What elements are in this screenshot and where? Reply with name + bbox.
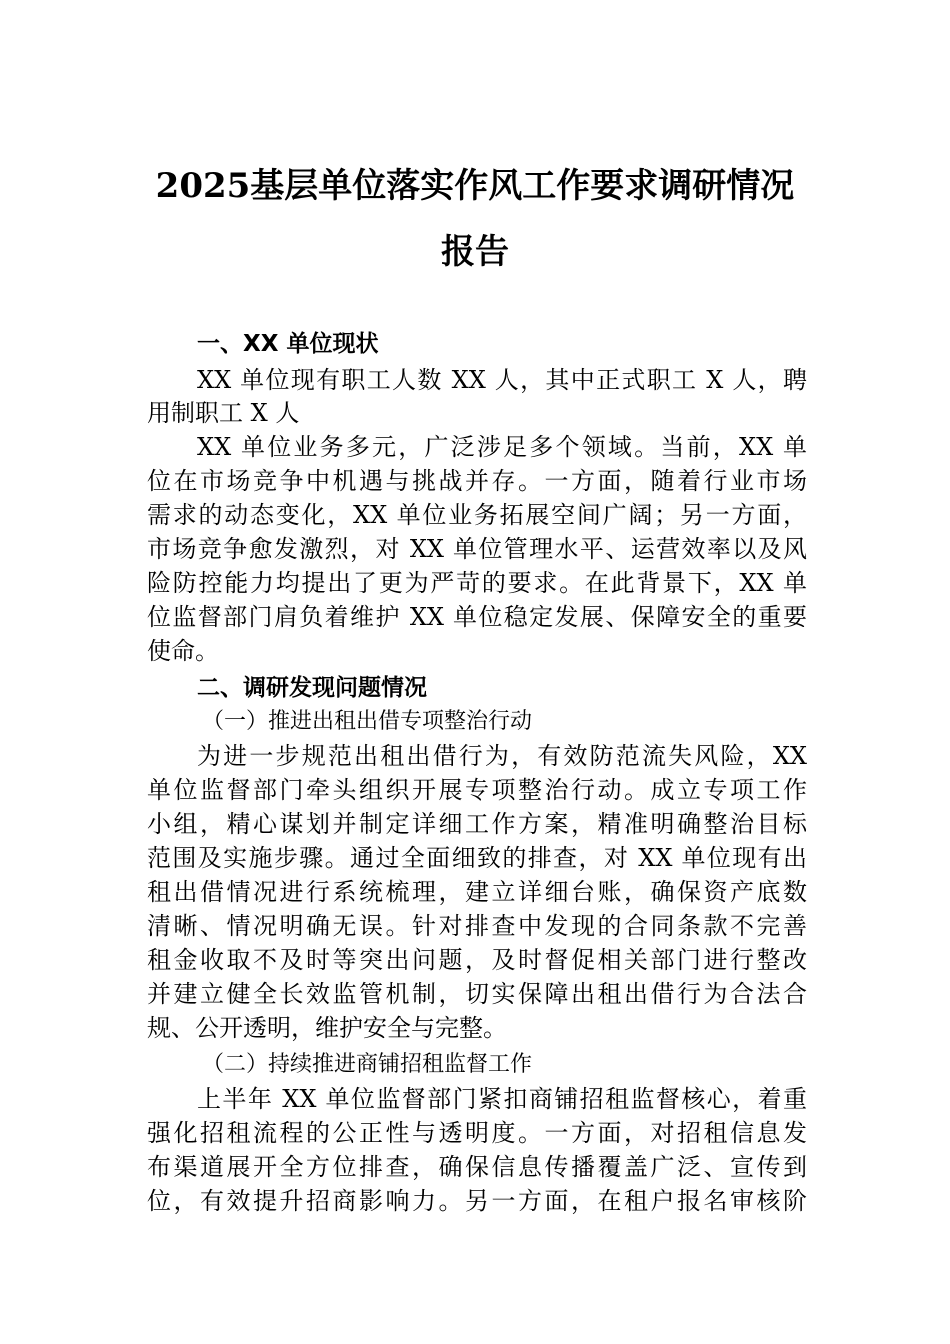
section-1-para-1-line: 用制职工 X 人 xyxy=(147,399,300,427)
subsection-1-heading: （一）推进出租出借专项整治行动 xyxy=(202,709,533,734)
section-1-para-1-line: XX 单位现有职工人数 XX 人，其中正式职工 X 人，聘 xyxy=(197,366,807,394)
subsection-1-para-line: 租金收取不及时等突出问题，及时督促相关部门进行整改 xyxy=(147,946,807,974)
section-1-para-2-line: 险防控能力均提出了更为严苛的要求。在此背景下，XX 单 xyxy=(147,569,807,597)
section-1-para-2-line: XX 单位业务多元，广泛涉足多个领域。当前，XX 单 xyxy=(197,433,807,461)
section-1-para-2-line: 使命。 xyxy=(147,637,219,665)
document-title-line-2: 报告 xyxy=(441,232,509,272)
subsection-2-para-line: 上半年 XX 单位监督部门紧扣商铺招租监督核心，着重 xyxy=(197,1085,807,1113)
section-1-para-2-line: 需求的动态变化，XX 单位业务拓展空间广阔；另一方面， xyxy=(147,501,807,529)
subsection-2-para-line: 布渠道展开全方位排查，确保信息传播覆盖广泛、宣传到 xyxy=(147,1153,807,1181)
section-1-heading: 一、XX 单位现状 xyxy=(197,331,379,357)
section-2-heading: 二、调研发现问题情况 xyxy=(197,675,427,701)
subsection-1-para-line: 为进一步规范出租出借行为，有效防范流失风险，XX xyxy=(197,742,807,770)
subsection-1-para-line: 范围及实施步骤。通过全面细致的排查，对 XX 单位现有出 xyxy=(147,844,807,872)
subsection-2-para-line: 强化招租流程的公正性与透明度。一方面，对招租信息发 xyxy=(147,1119,807,1147)
subsection-1-para-line: 小组，精心谋划并制定详细工作方案，精准明确整治目标 xyxy=(147,810,807,838)
section-1-para-2-line: 市场竞争愈发激烈，对 XX 单位管理水平、运营效率以及风 xyxy=(147,535,807,563)
subsection-1-para-line: 单位监督部门牵头组织开展专项整治行动。成立专项工作 xyxy=(147,776,807,804)
section-1-para-2-line: 位在市场竞争中机遇与挑战并存。一方面，随着行业市场 xyxy=(147,467,807,495)
section-1-para-2-line: 位监督部门肩负着维护 XX 单位稳定发展、保障安全的重要 xyxy=(147,603,807,631)
document-title-line-1: 2025基层单位落实作风工作要求调研情况 xyxy=(155,166,795,206)
subsection-2-heading: （二）持续推进商铺招租监督工作 xyxy=(202,1052,533,1077)
subsection-1-para-line: 清晰、情况明确无误。针对排查中发现的合同条款不完善 xyxy=(147,912,807,940)
subsection-1-para-line: 并建立健全长效监管机制，切实保障出租出借行为合法合 xyxy=(147,980,807,1008)
subsection-1-para-line: 规、公开透明，维护安全与完整。 xyxy=(147,1014,507,1042)
subsection-1-para-line: 租出借情况进行系统梳理，建立详细台账，确保资产底数 xyxy=(147,878,807,906)
subsection-2-para-line: 位，有效提升招商影响力。另一方面，在租户报名审核阶 xyxy=(147,1187,807,1215)
